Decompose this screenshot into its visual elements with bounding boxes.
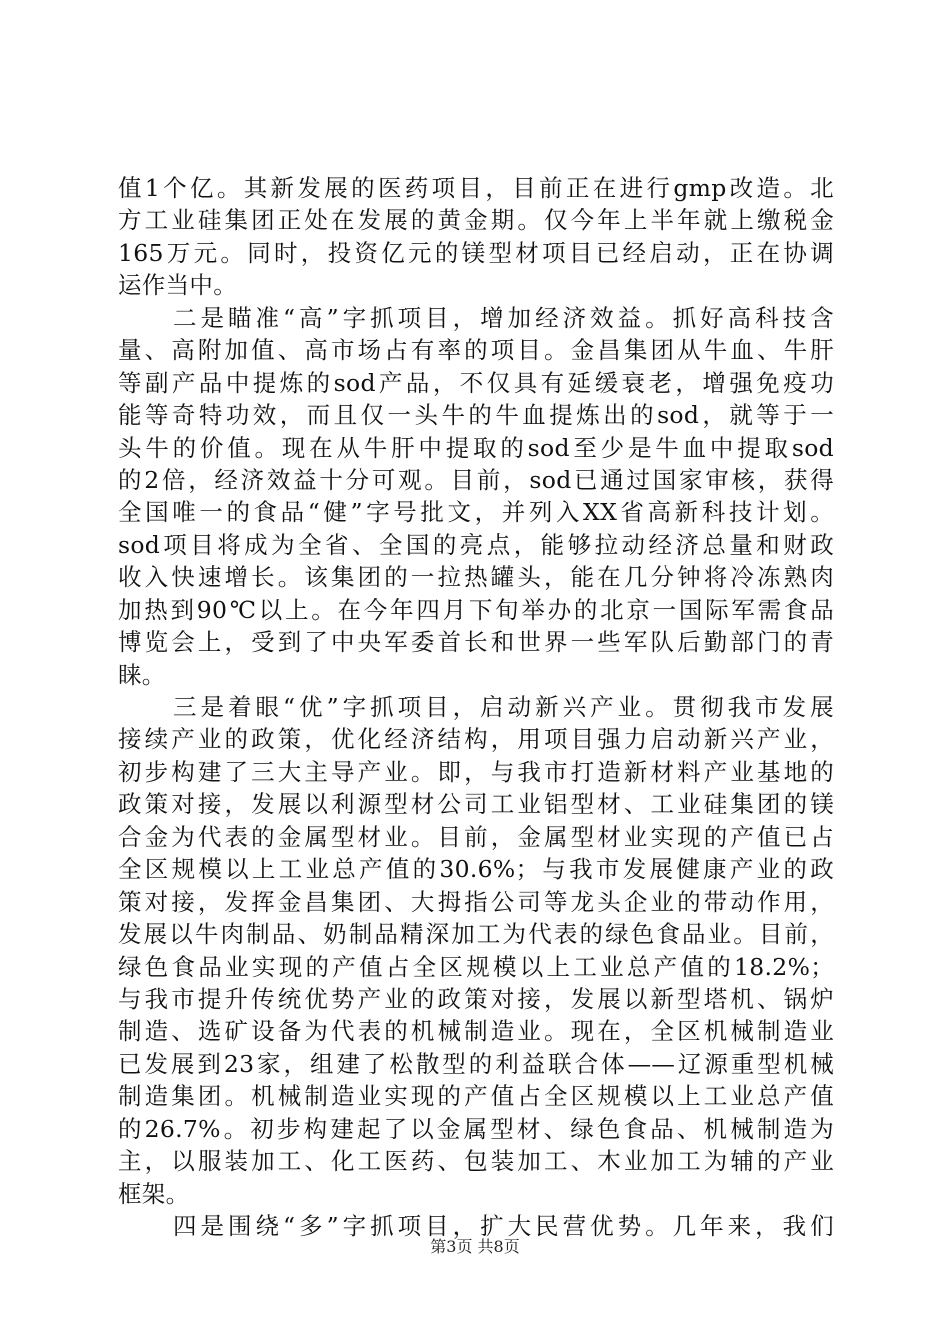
document-body-text: [118, 172, 834, 1242]
text-line: 全国唯一的食品“健”字号批文，并列入XX省高新科技计划。: [118, 498, 834, 527]
text-line: 合金为代表的金属型材业。目前，金属型材业实现的产值已占: [118, 822, 834, 851]
text-line: sod项目将成为全省、全国的亮点，能够拉动经济总量和财政: [118, 530, 834, 559]
text-line: 睐。: [118, 660, 166, 689]
text-line: 四是围绕“多”字抓项目，扩大民营优势。几年来，我们: [118, 1212, 834, 1240]
text-line: 收入快速增长。该集团的一拉热罐头，能在几分钟将冷冻熟肉: [118, 563, 834, 592]
text-line: 运作当中。: [118, 271, 237, 300]
text-line: 策对接，发挥金昌集团、大拇指公司等龙头企业的带动作用，: [118, 887, 834, 916]
text-line: 与我市提升传统优势产业的政策对接，发展以新型塔机、锅炉: [118, 984, 834, 1013]
text-line: 全区规模以上工业总产值的30.6%；与我市发展健康产业的政: [118, 855, 834, 884]
text-line: 165万元。同时，投资亿元的镁型材项目已经启动，正在协调: [118, 238, 834, 267]
text-line: 方工业硅集团正处在发展的黄金期。仅今年上半年就上缴税金: [118, 206, 834, 235]
text-line: 三是着眼“优”字抓项目，启动新兴产业。贯彻我市发展: [118, 693, 834, 721]
text-line: 主，以服装加工、化工医药、包装加工、木业加工为辅的产业: [118, 1147, 834, 1176]
text-line: 制造、选矿设备为代表的机械制造业。现在，全区机械制造业: [118, 1017, 834, 1046]
text-line: 加热到90℃以上。在今年四月下旬举办的北京一国际军需食品: [118, 595, 834, 624]
page-number-footer: 第3页 共8页: [430, 1237, 520, 1256]
text-line: 的2倍，经济效益十分可观。目前，sod已通过国家审核，获得: [118, 465, 834, 494]
text-line: 能等奇特功效，而且仅一头牛的牛血提炼出的sod，就等于一: [118, 401, 834, 430]
text-line: 政策对接，发展以利源型材公司工业铝型材、工业硅集团的镁: [118, 790, 834, 819]
text-line: 头牛的价值。现在从牛肝中提取的sod至少是牛血中提取sod: [118, 433, 834, 462]
text-line: 量、高附加值、高市场占有率的项目。金昌集团从牛血、牛肝: [118, 336, 834, 365]
text-line: 已发展到23家，组建了松散型的利益联合体——辽源重型机械: [118, 1049, 834, 1078]
text-line: 绿色食品业实现的产值占全区规模以上工业总产值的18.2%；: [118, 952, 834, 981]
text-line: 的26.7%。初步构建起了以金属型材、绿色食品、机械制造为: [118, 1114, 834, 1143]
text-line: 等副产品中提炼的sod产品，不仅具有延缓衰老，增强免疫功: [118, 368, 834, 397]
text-line: 初步构建了三大主导产业。即，与我市打造新材料产业基地的: [118, 757, 834, 786]
text-line: 接续产业的政策，优化经济结构，用项目强力启动新兴产业，: [118, 725, 834, 754]
text-line: 博览会上，受到了中央军委首长和世界一些军队后勤部门的青: [118, 628, 834, 657]
text-line: 二是瞄准“高”字抓项目，增加经济效益。抓好高科技含: [118, 303, 834, 332]
text-line: 发展以牛肉制品、奶制品精深加工为代表的绿色食品业。目前，: [118, 920, 834, 949]
text-line: 值1个亿。其新发展的医药项目，目前正在进行gmp改造。北: [118, 174, 834, 202]
text-line: 框架。: [118, 1179, 190, 1208]
text-line: 制造集团。机械制造业实现的产值占全区规模以上工业总产值: [118, 1082, 834, 1111]
